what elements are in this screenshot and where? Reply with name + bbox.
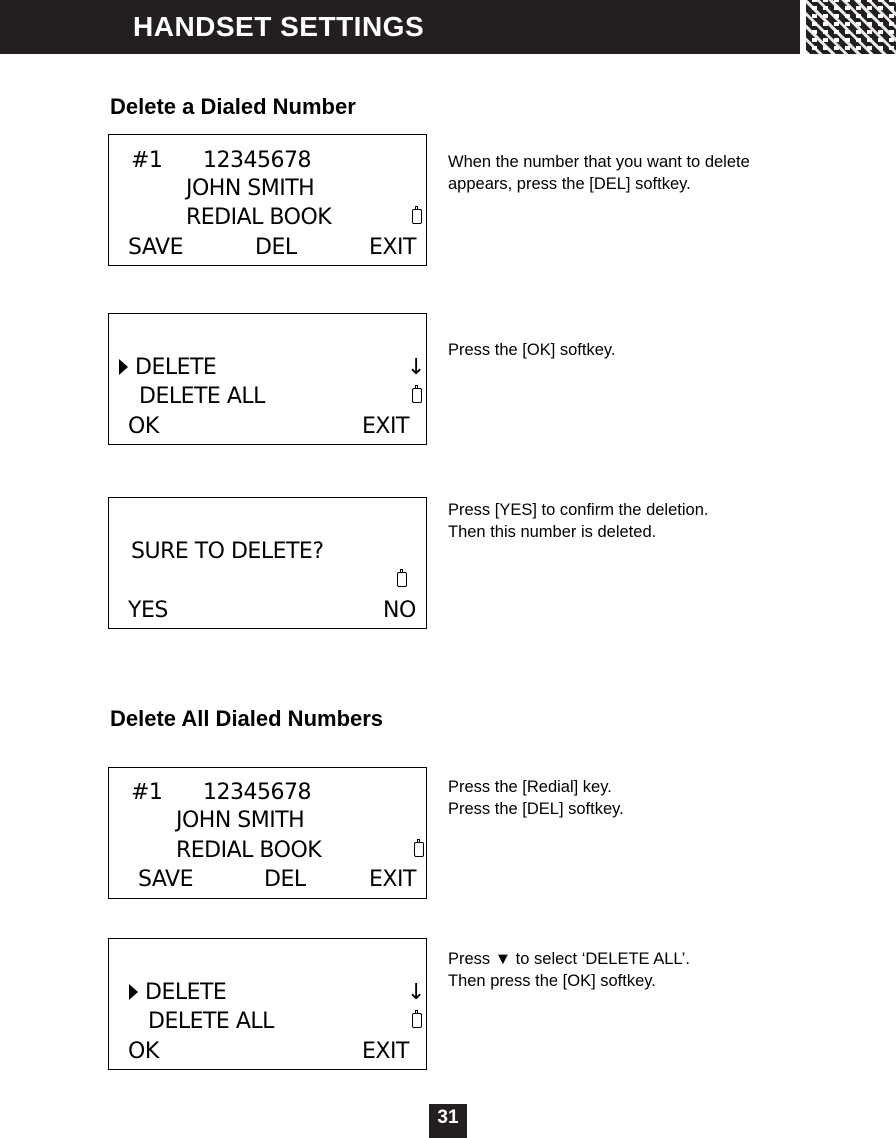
entry-index: #1 (131, 780, 163, 805)
menu-delete[interactable]: DELETE (145, 980, 227, 1005)
decorative-pattern (806, 0, 896, 54)
softkey-save[interactable]: SAVE (138, 867, 193, 892)
softkey-exit[interactable]: EXIT (369, 867, 416, 892)
down-arrow-icon: ↓ (407, 355, 425, 380)
section-title-delete-all: Delete All Dialed Numbers (110, 706, 384, 731)
description-4 (448, 776, 624, 820)
battery-icon (414, 842, 424, 857)
softkey-exit[interactable]: EXIT (362, 1039, 409, 1064)
battery-icon (412, 388, 422, 403)
softkey-del[interactable]: DEL (255, 235, 297, 260)
description-line: Press ▼ to select ‘DELETE ALL’. (448, 950, 690, 968)
entry-number: 12345678 (203, 780, 311, 805)
battery-icon (397, 572, 407, 587)
book-label: REDIAL BOOK (176, 838, 322, 863)
softkey-no[interactable]: NO (383, 598, 416, 623)
description-line: appears, press the [DEL] softkey. (448, 175, 691, 193)
entry-number: 12345678 (203, 148, 311, 173)
lcd-screen-4 (108, 767, 427, 899)
softkey-save[interactable]: SAVE (128, 235, 183, 260)
softkey-exit[interactable]: EXIT (369, 235, 416, 260)
triangle-cursor-icon (129, 984, 138, 1000)
description-line: Press the [Redial] key. (448, 778, 612, 796)
description-line: When the number that you want to delete (448, 153, 750, 171)
softkey-yes[interactable]: YES (128, 598, 168, 623)
down-arrow-icon: ↓ (407, 980, 425, 1005)
description-line: Press [YES] to confirm the deletion. (448, 501, 709, 519)
description-line: Press the [DEL] softkey. (448, 800, 624, 818)
lcd-screen-2 (108, 313, 427, 445)
softkey-del[interactable]: DEL (264, 867, 306, 892)
triangle-cursor-icon (119, 359, 128, 375)
book-label: REDIAL BOOK (186, 205, 332, 230)
entry-index: #1 (131, 148, 163, 173)
description-3 (448, 499, 708, 543)
menu-delete[interactable]: DELETE (135, 355, 217, 380)
lcd-screen-1 (108, 134, 427, 266)
menu-delete-all[interactable]: DELETE ALL (148, 1009, 274, 1034)
description-line: Then this number is deleted. (448, 523, 657, 541)
softkey-ok[interactable]: OK (128, 414, 159, 439)
description-1 (448, 151, 750, 195)
section-title-delete-one: Delete a Dialed Number (110, 94, 356, 119)
battery-icon (412, 1013, 422, 1028)
menu-delete-all[interactable]: DELETE ALL (139, 384, 265, 409)
softkey-ok[interactable]: OK (128, 1039, 159, 1064)
softkey-exit[interactable]: EXIT (362, 414, 409, 439)
lcd-screen-5 (108, 938, 427, 1070)
battery-icon (412, 209, 422, 224)
description-5 (448, 948, 690, 992)
page-number: 31 (429, 1104, 467, 1138)
description-2 (448, 339, 616, 361)
entry-name: JOHN SMITH (176, 808, 305, 833)
entry-name: JOHN SMITH (186, 176, 315, 201)
confirm-prompt: SURE TO DELETE? (131, 539, 324, 564)
page-title: HANDSET SETTINGS (133, 11, 425, 42)
description-line: Press the [OK] softkey. (448, 341, 616, 359)
header-bar (0, 0, 800, 54)
lcd-screen-3 (108, 497, 427, 629)
description-line: Then press the [OK] softkey. (448, 972, 656, 990)
